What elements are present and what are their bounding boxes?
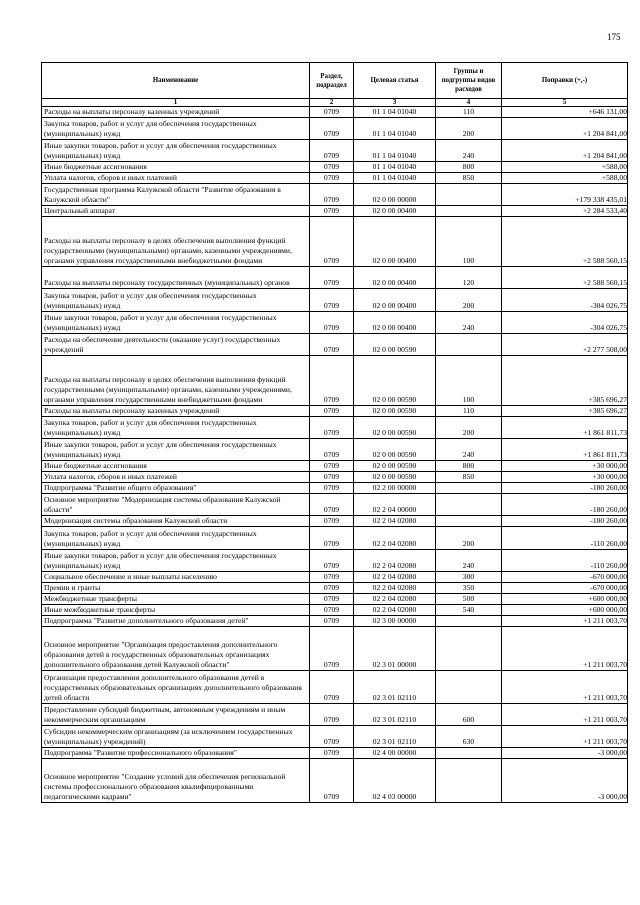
cell-section: 0709 — [310, 671, 354, 704]
cell-name: Уплата налогов, сборов и иных платежей — [42, 472, 310, 483]
cell-section: 0709 — [310, 748, 354, 759]
header-row — [42, 63, 628, 99]
cell-amount: +2 588 560,15 — [502, 267, 628, 289]
cell-target: 02 0 00 00590 — [354, 461, 436, 472]
cell-group: 200 — [436, 527, 502, 550]
table-row — [42, 439, 628, 461]
table-row — [42, 461, 628, 472]
cell-section: 0709 — [310, 107, 354, 118]
cell-group — [436, 494, 502, 516]
cell-name: Уплата налогов, сборов и иных платежей — [42, 173, 310, 184]
cell-group: 240 — [436, 312, 502, 334]
cell-group: 110 — [436, 107, 502, 118]
cell-name: Закупка товаров, работ и услуг для обеспечения государственных (муниципальных) нужд — [42, 417, 310, 439]
table-row — [42, 594, 628, 605]
cell-group: 500 — [436, 594, 502, 605]
cell-section: 0709 — [310, 726, 354, 748]
cell-section: 0709 — [310, 289, 354, 312]
cell-section: 0709 — [310, 594, 354, 605]
table-row — [42, 527, 628, 550]
cell-amount: +2 284 533,40 — [502, 206, 628, 217]
cell-target: 02 2 04 00000 — [354, 494, 436, 516]
cell-amount: +1 861 811,73 — [502, 439, 628, 461]
cell-group: 850 — [436, 472, 502, 483]
cell-target: 01 1 04 01040 — [354, 173, 436, 184]
cell-target: 01 1 04 01040 — [354, 162, 436, 173]
cell-amount: +1 211 003,70 — [502, 627, 628, 671]
cell-amount: +2 277 508,00 — [502, 334, 628, 356]
cell-amount: +179 338 435,01 — [502, 184, 628, 206]
cell-amount: +1 211 003,70 — [502, 671, 628, 704]
cell-name: Закупка товаров, работ и услуг для обеспечения государственных (муниципальных) нужд — [42, 289, 310, 312]
cell-name: Расходы на обеспечение деятельности (оказание услуг) государственных учреждений — [42, 334, 310, 356]
cell-group: 200 — [436, 417, 502, 439]
table-row — [42, 671, 628, 704]
cell-amount: +30 000,00 — [502, 472, 628, 483]
cell-section: 0709 — [310, 417, 354, 439]
cell-name: Организация предоставления дополнительного образования детей в государственных образовательных организациях дополнительного образования детей области — [42, 671, 310, 704]
table-row — [42, 516, 628, 527]
cell-amount: -110 260,00 — [502, 550, 628, 572]
cell-section: 0709 — [310, 140, 354, 162]
cell-section: 0709 — [310, 217, 354, 267]
cell-group: 200 — [436, 118, 502, 140]
cell-section: 0709 — [310, 759, 354, 803]
cell-section: 0709 — [310, 184, 354, 206]
cell-name: Основное мероприятие "Организация предоставления дополнительного образования детей в государственных образовательных организациях дополнительного образования детей Калужской области" — [42, 627, 310, 671]
cell-target: 02 0 00 00400 — [354, 206, 436, 217]
header-name: Наименование — [42, 63, 310, 99]
cell-target: 02 2 04 02080 — [354, 572, 436, 583]
cell-name: Закупка товаров, работ и услуг для обеспечения государственных (муниципальных) нужд — [42, 527, 310, 550]
cell-amount: -180 260,00 — [502, 494, 628, 516]
cell-group — [436, 206, 502, 217]
cell-amount: +1 204 841,00 — [502, 118, 628, 140]
cell-section: 0709 — [310, 406, 354, 417]
cell-group — [436, 483, 502, 494]
table-row — [42, 472, 628, 483]
cell-group — [436, 334, 502, 356]
table-row — [42, 572, 628, 583]
cell-target: 02 3 01 02110 — [354, 704, 436, 726]
table-row — [42, 334, 628, 356]
cell-name: Государственная программа Калужской области "Развитие образования в Калужской области" — [42, 184, 310, 206]
column-number: 2 — [310, 99, 354, 107]
cell-target: 02 3 01 02110 — [354, 671, 436, 704]
table-row — [42, 605, 628, 616]
cell-group: 100 — [436, 217, 502, 267]
cell-target: 02 0 00 00590 — [354, 472, 436, 483]
cell-amount: -3 000,00 — [502, 748, 628, 759]
cell-group — [436, 184, 502, 206]
cell-amount: -304 026,75 — [502, 312, 628, 334]
cell-section: 0709 — [310, 583, 354, 594]
column-number: 5 — [502, 99, 628, 107]
cell-section: 0709 — [310, 267, 354, 289]
cell-group: 110 — [436, 406, 502, 417]
table-row — [42, 583, 628, 594]
cell-amount: +1 204 841,00 — [502, 140, 628, 162]
cell-name: Социальное обеспечение и иные выплаты населению — [42, 572, 310, 583]
cell-section: 0709 — [310, 605, 354, 616]
cell-group: 800 — [436, 162, 502, 173]
cell-target: 02 0 00 00400 — [354, 217, 436, 267]
cell-amount: +1 861 811,73 — [502, 417, 628, 439]
cell-group — [436, 759, 502, 803]
cell-name: Основное мероприятие "Модернизация системы образования Калужской области" — [42, 494, 310, 516]
table-row — [42, 704, 628, 726]
cell-target: 02 0 00 00400 — [354, 312, 436, 334]
cell-name: Иные закупки товаров, работ и услуг для обеспечения государственных (муниципальных) нужд — [42, 439, 310, 461]
table-row — [42, 726, 628, 748]
cell-target: 02 0 00 00400 — [354, 289, 436, 312]
cell-section: 0709 — [310, 439, 354, 461]
cell-amount: +385 696,27 — [502, 356, 628, 406]
cell-section: 0709 — [310, 704, 354, 726]
cell-name: Иные закупки товаров, работ и услуг для обеспечения государственных (муниципальных) нужд — [42, 140, 310, 162]
column-number: 3 — [354, 99, 436, 107]
cell-name: Расходы на выплаты персоналу в целях обеспечения выполнения функций государственными (муниципальными) органами, казенными учреждениями, органами управления государственными внебюджетными фондами — [42, 217, 310, 267]
cell-target: 02 2 04 02080 — [354, 605, 436, 616]
cell-section: 0709 — [310, 173, 354, 184]
table-row — [42, 494, 628, 516]
cell-section: 0709 — [310, 334, 354, 356]
cell-target: 02 2 04 02080 — [354, 516, 436, 527]
page-number: 175 — [607, 32, 621, 42]
cell-section: 0709 — [310, 312, 354, 334]
table-row — [42, 140, 628, 162]
header-group: Группы и подгруппы видов расходов — [436, 63, 502, 99]
cell-target: 01 1 04 01040 — [354, 107, 436, 118]
cell-amount: +385 696,27 — [502, 406, 628, 417]
cell-group: 630 — [436, 726, 502, 748]
cell-target: 01 1 04 01040 — [354, 140, 436, 162]
cell-name: Расходы на выплаты персоналу государственных (муниципальных) органов — [42, 267, 310, 289]
table-row — [42, 267, 628, 289]
cell-group: 350 — [436, 583, 502, 594]
cell-target: 02 2 04 02080 — [354, 583, 436, 594]
cell-name: Подпрограмма "Развитие дополнительного образования детей" — [42, 616, 310, 627]
column-number: 1 — [42, 99, 310, 107]
table-row — [42, 118, 628, 140]
budget-table — [41, 62, 628, 803]
table-row — [42, 173, 628, 184]
cell-name: Иные закупки товаров, работ и услуг для обеспечения государственных (муниципальных) нужд — [42, 550, 310, 572]
cell-amount: -3 000,00 — [502, 759, 628, 803]
cell-group: 300 — [436, 572, 502, 583]
cell-name: Расходы на выплаты персоналу в целях обеспечения выполнения функций государственными (муниципальными) органами, казенными учреждениями, органами управления государственными внебюджетными фондами — [42, 356, 310, 406]
cell-section: 0709 — [310, 494, 354, 516]
cell-amount: +600 000,00 — [502, 594, 628, 605]
cell-amount: -670 000,00 — [502, 583, 628, 594]
table-row — [42, 356, 628, 406]
cell-group: 200 — [436, 289, 502, 312]
cell-target: 02 0 00 00590 — [354, 406, 436, 417]
cell-amount: +1 211 003,70 — [502, 726, 628, 748]
cell-group: 540 — [436, 605, 502, 616]
table-row — [42, 417, 628, 439]
cell-group: 240 — [436, 439, 502, 461]
cell-target: 02 0 00 00590 — [354, 439, 436, 461]
table-row — [42, 312, 628, 334]
cell-target: 02 4 00 00000 — [354, 748, 436, 759]
cell-section: 0709 — [310, 206, 354, 217]
cell-target: 01 1 04 01040 — [354, 118, 436, 140]
cell-target: 02 0 00 00590 — [354, 356, 436, 406]
cell-target: 02 2 04 02080 — [354, 594, 436, 605]
cell-group — [436, 627, 502, 671]
cell-target: 02 0 00 00000 — [354, 184, 436, 206]
cell-section: 0709 — [310, 527, 354, 550]
cell-amount: +646 131,00 — [502, 107, 628, 118]
cell-section: 0709 — [310, 118, 354, 140]
cell-target: 02 0 00 00590 — [354, 417, 436, 439]
cell-name: Иные межбюджетные трансферты — [42, 605, 310, 616]
cell-target: 02 2 04 02080 — [354, 527, 436, 550]
cell-target: 02 3 01 02110 — [354, 726, 436, 748]
cell-amount: +30 000,00 — [502, 461, 628, 472]
cell-group — [436, 516, 502, 527]
cell-name: Основное мероприятие "Создание условий для обеспечения региональной системы профессионального образования квалифицированными педагогическими кадрами" — [42, 759, 310, 803]
table-row — [42, 162, 628, 173]
table-row — [42, 206, 628, 217]
cell-section: 0709 — [310, 627, 354, 671]
cell-name: Межбюджетные трансферты — [42, 594, 310, 605]
cell-group: 240 — [436, 140, 502, 162]
cell-section: 0709 — [310, 461, 354, 472]
cell-amount: -110 260,00 — [502, 527, 628, 550]
table-row — [42, 550, 628, 572]
cell-name: Иные бюджетные ассигнования — [42, 461, 310, 472]
cell-amount: -180 260,00 — [502, 483, 628, 494]
header-target: Целевая статья — [354, 63, 436, 99]
cell-target: 02 3 00 00000 — [354, 616, 436, 627]
cell-section: 0709 — [310, 483, 354, 494]
cell-section: 0709 — [310, 616, 354, 627]
table-body — [42, 107, 628, 803]
cell-name: Субсидии некоммерческим организациям (за исключением государственных (муниципальных) учреждений) — [42, 726, 310, 748]
cell-amount: +588,00 — [502, 173, 628, 184]
cell-target: 02 2 00 00000 — [354, 483, 436, 494]
cell-group — [436, 748, 502, 759]
header-amount: Поправки (+,-) — [502, 63, 628, 99]
cell-group — [436, 616, 502, 627]
cell-name: Расходы на выплаты персоналу казенных учреждений — [42, 107, 310, 118]
cell-group: 850 — [436, 173, 502, 184]
header-section: Раздел, подраздел — [310, 63, 354, 99]
table-row — [42, 483, 628, 494]
cell-name: Закупка товаров, работ и услуг для обеспечения государственных (муниципальных) нужд — [42, 118, 310, 140]
table-row — [42, 406, 628, 417]
cell-group — [436, 671, 502, 704]
cell-name: Центральный аппарат — [42, 206, 310, 217]
cell-target: 02 0 00 00590 — [354, 334, 436, 356]
cell-section: 0709 — [310, 516, 354, 527]
cell-name: Премии и гранты — [42, 583, 310, 594]
cell-target: 02 2 04 02080 — [354, 550, 436, 572]
table-row — [42, 184, 628, 206]
cell-target: 02 4 03 00000 — [354, 759, 436, 803]
cell-amount: +1 211 003,70 — [502, 704, 628, 726]
cell-amount: +2 588 560,15 — [502, 217, 628, 267]
cell-name: Предоставление субсидий бюджетным, автономным учреждениям и иным некоммерческим организациям — [42, 704, 310, 726]
table-row — [42, 627, 628, 671]
table-row — [42, 748, 628, 759]
column-number: 4 — [436, 99, 502, 107]
cell-name: Подпрограмма "Развитие профессионального образования" — [42, 748, 310, 759]
cell-section: 0709 — [310, 472, 354, 483]
cell-name: Иные бюджетные ассигнования — [42, 162, 310, 173]
cell-target: 02 0 00 00400 — [354, 267, 436, 289]
cell-amount: +1 211 003,70 — [502, 616, 628, 627]
table-row — [42, 289, 628, 312]
table-row — [42, 616, 628, 627]
cell-name: Расходы на выплаты персоналу казенных учреждений — [42, 406, 310, 417]
cell-section: 0709 — [310, 572, 354, 583]
cell-section: 0709 — [310, 162, 354, 173]
cell-group: 120 — [436, 267, 502, 289]
column-number-row — [42, 99, 628, 107]
cell-group: 100 — [436, 356, 502, 406]
table-row — [42, 107, 628, 118]
table-row — [42, 217, 628, 267]
cell-section: 0709 — [310, 356, 354, 406]
cell-group: 800 — [436, 461, 502, 472]
cell-amount: +600 000,00 — [502, 605, 628, 616]
table-row — [42, 759, 628, 803]
cell-name: Иные закупки товаров, работ и услуг для обеспечения государственных (муниципальных) нужд — [42, 312, 310, 334]
cell-name: Подпрограмма "Развитие общего образования" — [42, 483, 310, 494]
cell-name: Модернизация системы образования Калужской области — [42, 516, 310, 527]
cell-amount: -670 000,00 — [502, 572, 628, 583]
cell-amount: -180 260,00 — [502, 516, 628, 527]
cell-target: 02 3 01 00000 — [354, 627, 436, 671]
cell-amount: -304 026,75 — [502, 289, 628, 312]
cell-group: 240 — [436, 550, 502, 572]
cell-group: 600 — [436, 704, 502, 726]
cell-amount: +588,00 — [502, 162, 628, 173]
cell-section: 0709 — [310, 550, 354, 572]
